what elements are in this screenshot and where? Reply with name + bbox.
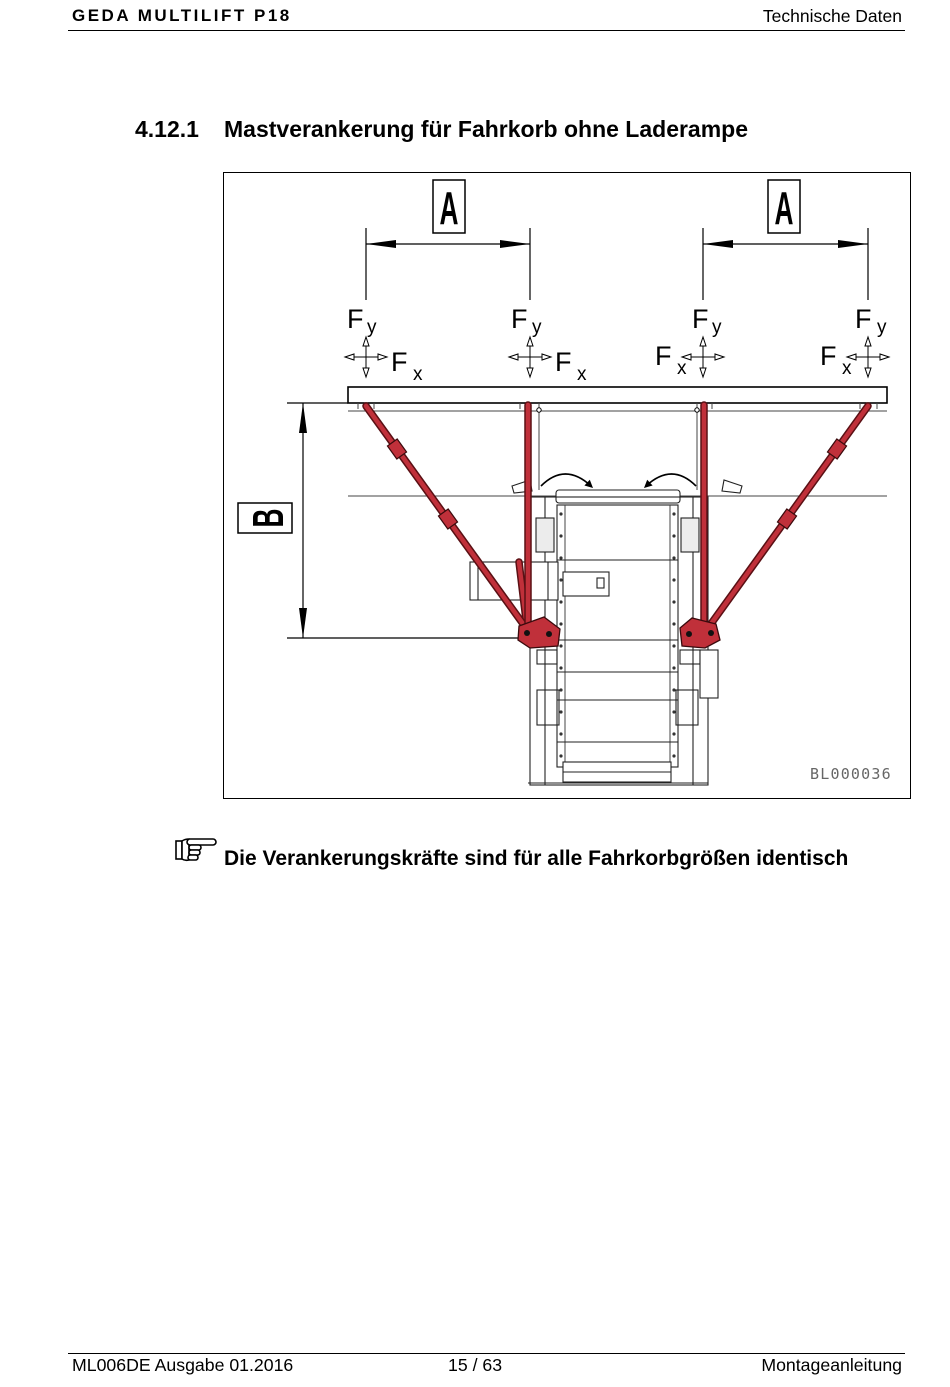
brand-logo: GEDA MULTILIFT P18 <box>72 5 292 25</box>
force-direction-icon <box>682 337 724 377</box>
figure-frame <box>223 172 911 799</box>
cage-handle <box>722 480 742 493</box>
force-symbol: F <box>347 304 364 334</box>
footer-document-id: ML006DE Ausgabe 01.2016 <box>72 1354 294 1375</box>
rivet <box>559 534 562 537</box>
arrowhead <box>366 240 396 248</box>
cage-floor-panel <box>557 505 678 767</box>
rivet <box>672 534 675 537</box>
control-box <box>563 572 609 596</box>
section-number: 4.12.1 <box>135 116 199 142</box>
force-group-1 <box>345 304 423 385</box>
section-heading: Mastverankerung für Fahrkorb ohne Laderampe <box>224 116 749 142</box>
drawing-number: BL000036 <box>810 765 892 783</box>
rivet <box>672 644 675 647</box>
dimension-a-right <box>703 180 868 300</box>
footer-divider <box>68 1353 905 1354</box>
force-symbol: F <box>511 304 528 334</box>
force-symbol: F <box>820 341 837 371</box>
rivet <box>559 732 562 735</box>
rivet <box>672 710 675 713</box>
force-subscript-y: y <box>712 317 722 338</box>
cage-side-box <box>700 650 718 698</box>
rivet <box>672 578 675 581</box>
cage-side-box <box>537 690 559 725</box>
anchor-point <box>537 408 541 412</box>
bracket-bolt <box>708 630 714 636</box>
header-section-title: Technische Daten <box>762 6 902 27</box>
cage-rivets <box>559 512 675 757</box>
rivet <box>672 732 675 735</box>
arrowhead <box>299 608 307 638</box>
force-direction-icon <box>847 337 889 377</box>
rivet <box>672 622 675 625</box>
rivet <box>672 754 675 757</box>
cage-side-box <box>681 518 699 552</box>
force-symbol: F <box>855 304 872 334</box>
rivet <box>672 600 675 603</box>
dimension-a-label: A <box>774 182 794 234</box>
anchor-point <box>695 408 699 412</box>
bracket-bolt <box>686 631 692 637</box>
rivet <box>559 754 562 757</box>
rivet <box>559 556 562 559</box>
force-group-4 <box>820 304 889 379</box>
dimension-b-label: B <box>244 508 293 528</box>
force-symbol: F <box>555 347 572 377</box>
rivet <box>559 666 562 669</box>
wall-rail <box>348 387 887 496</box>
rivet <box>672 688 675 691</box>
anchoring-diagram <box>224 173 910 798</box>
force-symbol: F <box>655 341 672 371</box>
rivet <box>559 688 562 691</box>
footer-page-number: 15 / 63 <box>448 1354 503 1375</box>
cage-side-box <box>680 650 700 664</box>
force-subscript-x: x <box>677 358 687 379</box>
arrowhead <box>838 240 868 248</box>
cage-side-box <box>537 650 557 664</box>
force-direction-icon <box>345 337 387 377</box>
arrowhead <box>299 403 307 433</box>
force-subscript-x: x <box>577 364 587 385</box>
cage-side-box <box>676 690 698 725</box>
rotation-arrow-left <box>541 474 591 486</box>
arrowhead <box>703 240 733 248</box>
force-subscript-y: y <box>532 317 542 338</box>
dimension-a-left <box>366 180 530 300</box>
force-symbol: F <box>692 304 709 334</box>
force-subscript-y: y <box>367 317 377 338</box>
rivet <box>559 578 562 581</box>
rivet <box>672 556 675 559</box>
dimension-b <box>238 403 528 638</box>
rivet <box>559 644 562 647</box>
bracket-bolt <box>546 631 552 637</box>
force-direction-icon <box>509 337 551 377</box>
arrowhead <box>500 240 530 248</box>
rotation-arrow-right <box>646 474 696 486</box>
rivet <box>672 666 675 669</box>
pointing-hand-icon <box>175 837 217 863</box>
rivet <box>559 710 562 713</box>
anchor-struts <box>366 405 868 648</box>
rivet <box>559 600 562 603</box>
rivet <box>672 512 675 515</box>
rail-bar <box>348 387 887 403</box>
rivet <box>559 512 562 515</box>
force-group-3 <box>655 304 724 379</box>
cage-side-box <box>536 518 554 552</box>
header-divider <box>68 30 905 31</box>
footer-manual-type: Montageanleitung <box>761 1354 902 1375</box>
force-subscript-x: x <box>842 358 852 379</box>
note-text: Die Verankerungskräfte sind für alle Fahrkorbgrößen identisch <box>224 847 849 870</box>
force-symbol: F <box>391 347 408 377</box>
force-subscript-y: y <box>877 317 887 338</box>
bracket-bolt <box>524 630 530 636</box>
rivet <box>559 622 562 625</box>
rotation-arrows <box>541 474 696 488</box>
dimension-a-label: A <box>439 182 459 234</box>
force-group-2 <box>509 304 587 385</box>
force-subscript-x: x <box>413 364 423 385</box>
